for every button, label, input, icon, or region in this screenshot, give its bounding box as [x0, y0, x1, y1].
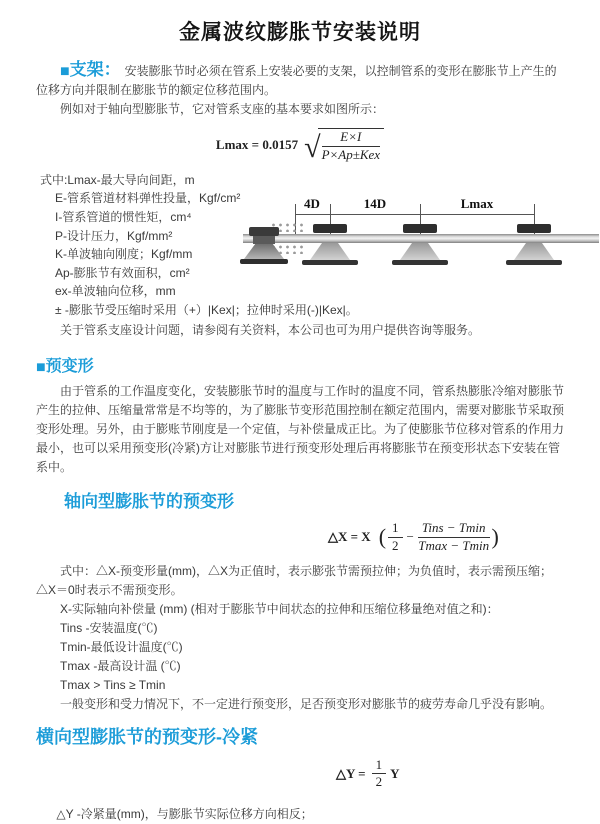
pipe-clamp: [403, 224, 437, 233]
formula-axial-lhs: △X = X: [328, 529, 371, 545]
lateral-final-line: △Y -冷紧量(mm)，与膨胀节实际位移方向相反；: [56, 807, 313, 822]
one-half-fraction: [372, 758, 387, 791]
formula-lmax-numerator: E×I: [322, 130, 381, 147]
guide-support: [302, 224, 358, 266]
formula-lmax-denominator: P×Ap±Kex: [321, 146, 381, 162]
note-line: 一般变形和受力情况下，不一定进行预变形，足否预变形对膨胀节的疲劳寿命几乎没有影响。: [60, 696, 553, 711]
formula-lmax-fraction: [322, 130, 381, 163]
note-line: X-实际轴向补偿量 (mm) (相对于膨胀节中间状态的拉伸和压缩位移量绝对值之和)：: [60, 601, 499, 616]
dimension-label-4d: 4D: [304, 196, 320, 211]
fraction-denominator: Tmax − Tmin: [418, 537, 490, 553]
definition-line: ± -膨胀节受压缩时采用（+）|Kex|；拉伸时采用(-)|Kex|。: [55, 303, 358, 318]
fraction-denominator: 2: [392, 537, 399, 553]
page-title: 金属波纹膨胀节安装说明: [179, 21, 421, 44]
temperature-fraction: [418, 521, 490, 554]
preform-section-heading: [36, 353, 564, 377]
anchor-base: [240, 259, 288, 264]
formula-lateral-lhs: △Y =: [336, 765, 366, 781]
definition-line: K-单波轴向刚度；Kgf/mm: [55, 247, 193, 262]
preform-heading-label: 预变形: [45, 357, 94, 375]
anchor-cap: [249, 227, 279, 236]
definition-line: I-管系管道的惯性矩，cm⁴: [55, 210, 192, 225]
definition-line: E-管系管道材料弹性投量，Kgf/cm²: [55, 191, 241, 206]
fraction-numerator: 1: [388, 521, 403, 538]
formula-axial-preform: △X = X ( $\frac{1}{2}$ − $\frac{\text{Tins − Tmin}}{Tmax - Tmin}$ ): [328, 519, 499, 553]
support-pedestal: [514, 243, 554, 260]
anchor-hub: [253, 236, 275, 244]
support-pedestal: [310, 243, 350, 260]
support-intro-paragraph: [36, 60, 564, 100]
formula-lmax-lhs: Lmax = 0.0157: [215, 137, 299, 153]
one-half-fraction: [388, 521, 403, 554]
note-line: 式中：△X-预变形量(mm)，△X为正值时，表示膨张节需预拉伸；为负值时，表示需预压缩；△X＝0时表示不需预变形。: [36, 563, 552, 597]
pipe-clamp: [313, 224, 347, 233]
note-line: Tins -安装温度(℃): [60, 620, 158, 635]
axial-subsection-heading: 轴向型膨胀节的预变形: [64, 491, 234, 511]
note-line: Tmin-最低设计温度(℃): [60, 639, 183, 654]
formula-lateral-rhs: Y: [390, 765, 400, 781]
definition-line: Ap-膨胀节有效面积，cm²: [55, 265, 190, 280]
support-pedestal: [400, 243, 440, 260]
axial-notes: [36, 562, 564, 714]
note-line: Tmax -最高设计温 (℃): [60, 658, 181, 673]
minus-operator: −: [406, 529, 414, 545]
pipe-clamp: [517, 224, 551, 233]
definition-line: P-设计压力，Kgf/mm²: [55, 228, 173, 243]
section-square-icon: ■: [60, 63, 70, 80]
support-base: [302, 260, 358, 265]
formula-lmax-radicand: [318, 128, 385, 163]
guide-support: [392, 224, 448, 266]
dimension-label-14d: 14D: [363, 196, 387, 211]
definition-line: ex-单波轴向位移，mm: [55, 284, 176, 299]
anchor-support: [243, 225, 295, 267]
fraction-denominator: 2: [375, 774, 383, 790]
preform-paragraph: 由于管系的工作温度变化，安装膨胀节时的温度与工作时的温度不同，管系热膨胀冷缩对膨胀节产生的拉伸、压缩量常常是不均等的，为了膨胀节变形范围控制在额定范围内，需要对膨胀节采取预变形处理。另外，由于膨账节刚度是一个定值，与补偿量成正比。为了使膨胀节位移对管系的作用力最小，也可以采用预变形(冷紧)方让对膨胀节进行预变形处理后再将膨胀节在预变形状态下安装在管系中。: [36, 383, 565, 474]
fraction-numerator: 1: [372, 758, 387, 775]
definition-line: 式中:Lmax-最大导向间距，m: [40, 172, 195, 187]
dimension-label-lmax: Lmax: [460, 196, 494, 211]
section-square-icon: ■: [36, 358, 46, 376]
support-intro-text: 安装膨胀节时必须在管系上安装必要的支架，以控制管系的变形在膨胀节上产生的位移方向并限制在膨胀节的额定位移范围内。: [36, 64, 557, 97]
support-closing-line: 关于管系支座设计问题，请参阅有关资料，本公司也可为用户提供咨询等服务。: [60, 322, 481, 337]
support-base: [392, 260, 448, 265]
anchor-pedestal: [244, 244, 284, 259]
note-line: Tmax > Tins ≥ Tmin: [60, 677, 166, 692]
pipe-support-diagram: [243, 192, 599, 294]
support-base: [506, 260, 562, 265]
lateral-subsection-heading: 横向型膨胀节的预变形-冷紧: [36, 726, 258, 747]
support-section-heading: 支架：: [69, 60, 121, 79]
guide-support: [506, 224, 562, 266]
formula-lateral-coldpull: [336, 758, 399, 791]
fraction-numerator: Tins − Tmin: [418, 521, 490, 538]
formula-lmax: Lmax = 0.0157 √ $\frac{E\times I}{\text{P×Ap±Kex}}$: [216, 128, 384, 163]
support-example-line: 例如对于轴向型膨胀节，它对管系支座的基本要求如图所示：: [60, 102, 385, 116]
